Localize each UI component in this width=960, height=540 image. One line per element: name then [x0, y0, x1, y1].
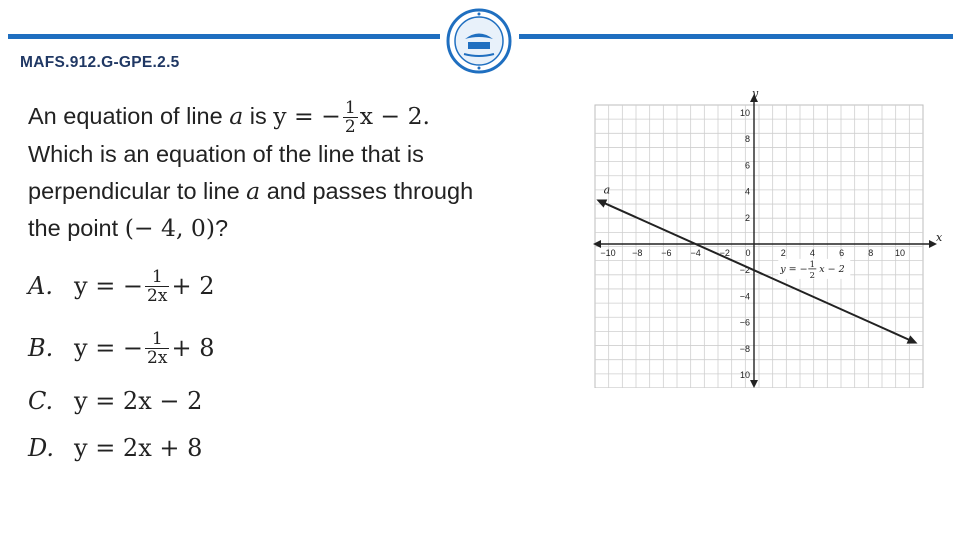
line-label: a	[603, 183, 611, 197]
fraction-numerator: 1	[344, 98, 356, 119]
school-seal-icon	[446, 8, 512, 74]
option-label: D.	[28, 434, 55, 462]
fraction-numerator: 1	[151, 328, 163, 349]
y-axis-label: y	[752, 88, 759, 100]
line-variable: a	[229, 102, 244, 130]
question-text-segment: perpendicular to line	[28, 178, 247, 205]
y-tick-label: 4	[744, 186, 750, 197]
y-tick-label: −8	[739, 343, 750, 354]
option-equation: y = 2x − 2	[74, 387, 203, 415]
point: (− 4, 0)	[124, 214, 216, 243]
option-c[interactable]	[28, 381, 202, 421]
y-tick-label: 8	[744, 134, 750, 145]
question-line-1	[28, 98, 568, 136]
y-tick-label: −2	[739, 265, 750, 276]
y-tick-label: 6	[744, 160, 750, 171]
option-equation: y = 2x + 8	[74, 434, 203, 462]
graph-eq-numerator: 1	[809, 259, 815, 270]
y-tick-label: 10	[739, 370, 750, 380]
fraction-denominator: 2x	[147, 347, 168, 368]
option-eq-rhs: + 2	[171, 272, 215, 300]
fraction	[343, 99, 358, 136]
x-tick-label: 2	[780, 248, 786, 258]
x-tick-label: −4	[690, 248, 701, 258]
x-tick-label: −6	[661, 248, 672, 258]
question-text-segment: An equation of line	[28, 103, 230, 129]
question-text-segment: ?	[215, 215, 229, 242]
graph-eq-post: x − 2	[819, 263, 845, 275]
question-line-3	[28, 173, 568, 210]
question-text-segment: and passes through	[260, 178, 474, 205]
x-axis-label: x	[936, 231, 943, 244]
y-tick-label: 2	[744, 212, 750, 223]
equation-rhs: x − 2.	[359, 102, 431, 130]
x-tick-label: 10	[894, 248, 906, 258]
fraction	[145, 268, 169, 305]
question-text-segment: is	[243, 103, 274, 129]
option-eq-lhs: y = −	[74, 272, 144, 300]
fraction-numerator: 1	[151, 266, 163, 287]
x-tick-label: 0	[745, 248, 751, 258]
graph-eq-denominator: 2	[809, 270, 815, 281]
x-tick-label: 6	[839, 248, 845, 258]
coordinate-graph	[593, 88, 943, 388]
x-tick-label: −2	[719, 248, 730, 258]
line-variable: a	[246, 177, 261, 206]
option-a[interactable]	[28, 266, 214, 306]
x-tick-label: −8	[632, 248, 643, 258]
option-label: A.	[28, 272, 53, 300]
option-d[interactable]	[28, 428, 202, 468]
question-line-2: Which is an equation of the line that is	[28, 141, 424, 168]
fraction-denominator: 2x	[147, 285, 168, 306]
x-tick-label: −10	[600, 248, 616, 258]
question-line-4	[28, 210, 568, 247]
y-tick-label: −4	[739, 291, 750, 302]
option-b[interactable]	[28, 328, 214, 368]
x-tick-label: 8	[868, 248, 874, 258]
header-bar-right	[519, 34, 953, 39]
standard-code: MAFS.912.G-GPE.2.5	[20, 54, 180, 71]
y-tick-label: 10	[739, 108, 750, 118]
option-eq-lhs: y = −	[74, 334, 144, 362]
option-label: C.	[28, 387, 54, 415]
question-text-segment: the point	[28, 215, 125, 242]
option-label: B.	[28, 334, 54, 362]
option-eq-rhs: + 8	[171, 334, 215, 362]
question-text	[28, 98, 568, 247]
graph-eq-pre: y = −	[780, 263, 808, 275]
header-bar-left	[8, 34, 440, 39]
equation-lhs: y = −	[273, 102, 341, 130]
fraction	[145, 330, 169, 367]
x-tick-label: 4	[809, 248, 815, 258]
fraction-denominator: 2	[344, 117, 356, 138]
y-tick-label: −6	[739, 317, 750, 328]
